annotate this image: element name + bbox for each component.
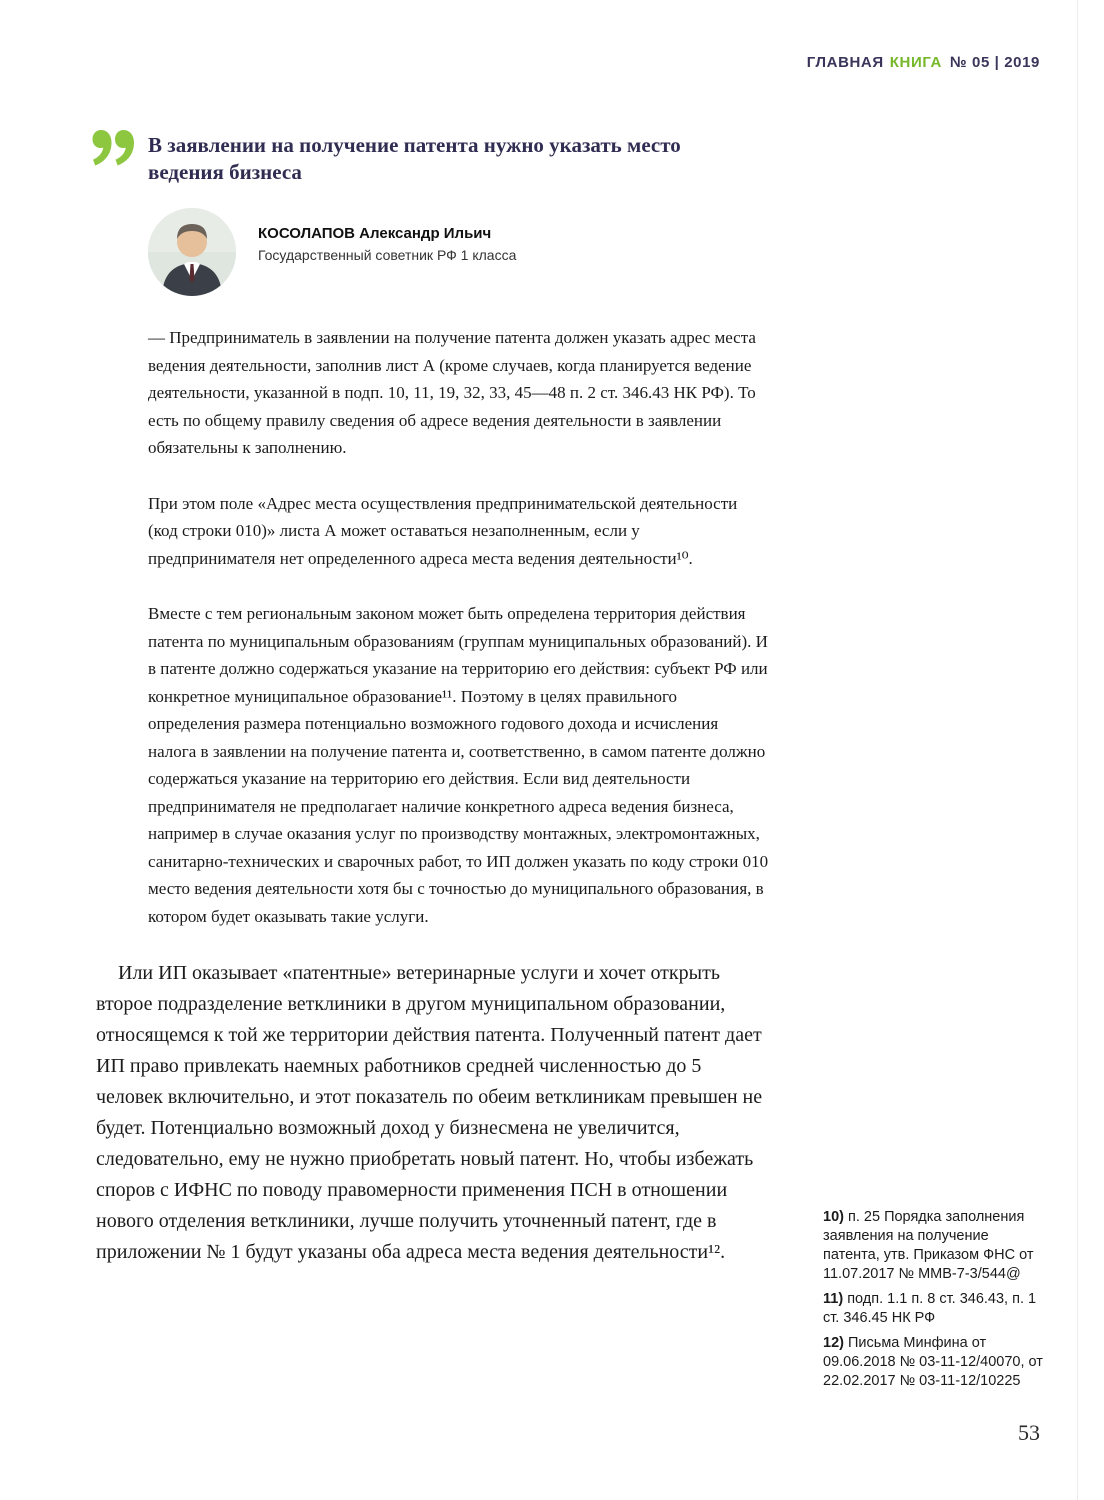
closing-paragraph: Или ИП оказывает «патентные» ветеринарные услуги и хочет открыть второе подразделение ветклиники в другом муниципальном образовании, относящемся к той же территории действия патента. Полученный патент дает ИП право привлекать наемных работников средней численностью до 5 человек включительно, и этот показатель по обеим ветклиникам превышен не будет. Потенциально возможный доход у бизнесмена не увеличится, следовательно, ему не нужно приобретать новый патент. Но, чтобы избежать споров с ИФНС по поводу правомерности применения ПСН в отношении нового отделения ветклиники, лучше получить уточненный патент, где в приложении № 1 будут указаны оба адреса места ведения деятельности¹². (96, 962, 763, 1263)
footnote-text: Письма Минфина от 09.06.2018 № 03-11-12/40070, от 22.02.2017 № 03-11-12/10225 (823, 1335, 1043, 1389)
author-name: КОСОЛАПОВ Александр Ильич (258, 225, 492, 242)
page-edge-rule (1077, 0, 1078, 1500)
footnote-10 (823, 1208, 1045, 1284)
footnote-text: п. 25 Порядка заполнения заявления на получение патента, утв. Приказом ФНС от 11.07.2017 № ММВ-7-3/544@ (823, 1209, 1034, 1282)
footnote-number: 10) (823, 1209, 844, 1225)
footnote-12 (823, 1334, 1045, 1391)
footnote-number: 11) (823, 1291, 844, 1307)
author-photo (148, 208, 236, 296)
brand-glavnaya: ГЛАВНАЯ (806, 54, 884, 71)
author-block (148, 208, 770, 296)
interview-section (148, 132, 770, 930)
interview-paragraph-1: — Предприниматель в заявлении на получение патента должен указать адрес места ведения деятельности, заполнив лист А (кроме случаев, когда планируется ведение деятельности, указанной в подп. 10, 11, 19, 32, 33, 45—48 п. 2 ст. 346.43 НК РФ). То есть по общему правилу сведения об адресе ведения деятельности в заявлении обязательны к заполнению. (148, 328, 756, 457)
author-job-title: Государственный советник РФ 1 класса (258, 247, 517, 263)
magazine-header (807, 54, 1040, 71)
page-number: 53 (1018, 1420, 1040, 1445)
footnote-11 (823, 1290, 1045, 1328)
issue-number: № 05 | 2019 (949, 54, 1040, 71)
article (96, 132, 772, 1268)
author-meta (258, 225, 516, 263)
interview-paragraph-2: При этом поле «Адрес места осуществления предпринимательской деятельности (код строки 010)» листа А может оставаться незаполненным, если у предпринимателя нет определенного адреса места ведения деятельности¹⁰. (148, 493, 738, 568)
footnote-number: 12) (823, 1335, 844, 1351)
footnote-text: подп. 1.1 п. 8 ст. 346.43, п. 1 ст. 346.45 НК РФ (823, 1291, 1037, 1326)
footnotes-sidebar (823, 1208, 1045, 1397)
interview-paragraph-3: Вместе с тем региональным законом может быть определена территория действия патента по муниципальным образованиям (группам муниципальных образований). И в патенте должно содержаться указание на территорию его действия: субъект РФ или конкретное муниципальное образование¹¹. Поэтому в целях правильного определения размера потенциально возможного годового дохода и исчисления налога в заявлении на получение патента и, соответственно, в самом патенте должно содержаться указание на территорию его действия. Если вид деятельности предпринимателя не предполагает наличие конкретного адреса ведения бизнеса, например в случае оказания услуг по производству монтажных, электромонтажных, санитарно-технических и сварочных работ, то ИП должен указать по коду строки 010 место ведения деятельности хотя бы с точностью до муниципального образования, в котором будет оказывать такие услуги. (148, 604, 769, 926)
brand-kniga: КНИГА (889, 54, 942, 71)
article-title: В заявлении на получение патента нужно указать место ведения бизнеса (148, 133, 681, 184)
